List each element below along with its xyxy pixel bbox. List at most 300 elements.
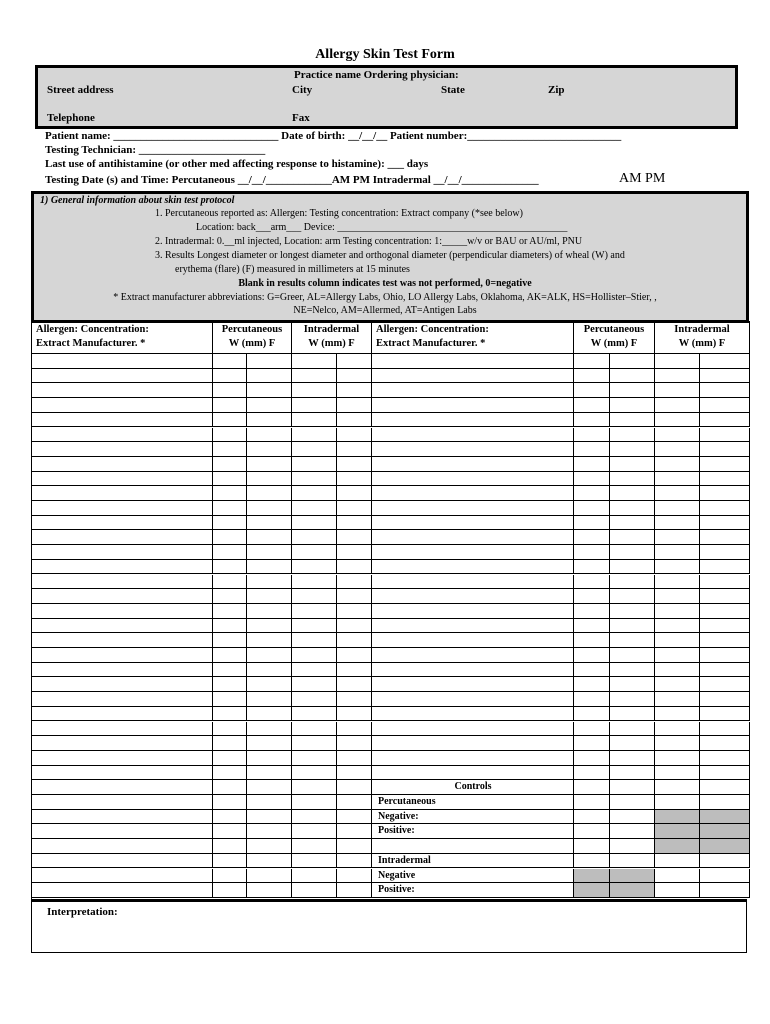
table-cell[interactable] [574, 722, 610, 737]
table-cell[interactable] [337, 413, 372, 428]
table-cell[interactable] [574, 398, 610, 413]
table-cell[interactable] [372, 457, 574, 472]
table-cell[interactable] [700, 839, 750, 854]
table-cell[interactable] [32, 751, 213, 766]
table-cell[interactable] [337, 722, 372, 737]
table-cell[interactable] [32, 854, 213, 869]
table-cell[interactable] [292, 589, 337, 604]
table-cell[interactable] [292, 854, 337, 869]
table-cell[interactable] [337, 736, 372, 751]
table-cell[interactable] [655, 663, 700, 678]
table-cell[interactable] [337, 442, 372, 457]
table-cell[interactable] [610, 795, 655, 810]
table-cell[interactable] [32, 677, 213, 692]
table-cell[interactable] [292, 383, 337, 398]
table-cell[interactable] [32, 486, 213, 501]
table-cell[interactable] [337, 530, 372, 545]
table-cell[interactable] [337, 472, 372, 487]
table-cell[interactable] [372, 472, 574, 487]
table-cell[interactable] [213, 839, 247, 854]
table-cell[interactable] [337, 751, 372, 766]
table-cell[interactable] [655, 457, 700, 472]
table-cell[interactable] [610, 442, 655, 457]
table-cell[interactable] [610, 486, 655, 501]
table-cell[interactable] [292, 839, 337, 854]
table-cell[interactable] [32, 663, 213, 678]
table-cell[interactable] [610, 369, 655, 384]
table-cell[interactable] [574, 663, 610, 678]
table-cell[interactable] [610, 619, 655, 634]
table-cell[interactable] [655, 530, 700, 545]
table-cell[interactable] [213, 413, 247, 428]
table-cell[interactable] [32, 633, 213, 648]
table-cell[interactable] [292, 663, 337, 678]
table-cell[interactable] [574, 780, 610, 795]
table-cell[interactable] [574, 560, 610, 575]
table-cell[interactable] [610, 516, 655, 531]
table-cell[interactable] [213, 677, 247, 692]
table-cell[interactable] [247, 486, 292, 501]
table-cell[interactable] [213, 442, 247, 457]
table-cell[interactable] [213, 854, 247, 869]
table-cell[interactable] [32, 692, 213, 707]
table-cell[interactable] [213, 589, 247, 604]
table-cell[interactable] [247, 824, 292, 839]
table-cell[interactable] [372, 604, 574, 619]
table-cell[interactable] [655, 619, 700, 634]
table-cell[interactable] [32, 472, 213, 487]
table-cell[interactable] [700, 677, 750, 692]
table-cell[interactable] [247, 854, 292, 869]
table-cell[interactable] [610, 383, 655, 398]
table-cell[interactable] [337, 663, 372, 678]
table-cell[interactable] [337, 486, 372, 501]
table-cell[interactable] [337, 398, 372, 413]
table-cell[interactable] [32, 501, 213, 516]
table-cell[interactable] [372, 530, 574, 545]
table-cell[interactable] [247, 589, 292, 604]
table-cell[interactable] [372, 354, 574, 369]
table-cell[interactable] [213, 428, 247, 443]
table-cell[interactable] [337, 516, 372, 531]
table-cell[interactable] [247, 795, 292, 810]
table-cell[interactable] [247, 839, 292, 854]
table-cell[interactable] [700, 648, 750, 663]
table-cell[interactable] [213, 648, 247, 663]
table-cell[interactable] [292, 883, 337, 898]
table-cell[interactable] [610, 648, 655, 663]
table-cell[interactable] [700, 795, 750, 810]
table-cell[interactable] [574, 383, 610, 398]
table-cell[interactable] [337, 619, 372, 634]
table-cell[interactable] [337, 795, 372, 810]
table-cell[interactable] [337, 839, 372, 854]
table-cell[interactable] [610, 824, 655, 839]
table-cell[interactable] [337, 854, 372, 869]
table-cell[interactable] [247, 677, 292, 692]
table-cell[interactable] [655, 545, 700, 560]
table-cell[interactable] [213, 486, 247, 501]
table-cell[interactable] [247, 428, 292, 443]
table-cell[interactable] [292, 398, 337, 413]
table-cell[interactable] [292, 648, 337, 663]
table-cell[interactable] [337, 677, 372, 692]
table-cell[interactable] [292, 501, 337, 516]
table-cell[interactable] [700, 516, 750, 531]
table-cell[interactable] [610, 839, 655, 854]
table-cell[interactable] [700, 869, 750, 884]
table-cell[interactable] [574, 442, 610, 457]
table-cell[interactable] [32, 780, 213, 795]
table-cell[interactable] [247, 501, 292, 516]
table-cell[interactable] [372, 648, 574, 663]
table-cell[interactable] [32, 442, 213, 457]
table-cell[interactable] [337, 633, 372, 648]
table-cell[interactable] [574, 824, 610, 839]
table-cell[interactable] [610, 428, 655, 443]
table-cell[interactable] [610, 663, 655, 678]
table-cell[interactable] [655, 354, 700, 369]
table-cell[interactable] [247, 751, 292, 766]
table-cell[interactable] [372, 486, 574, 501]
table-cell[interactable] [655, 722, 700, 737]
table-cell[interactable] [247, 560, 292, 575]
table-cell[interactable] [700, 486, 750, 501]
table-cell[interactable] [700, 633, 750, 648]
table-cell[interactable] [292, 766, 337, 781]
table-cell[interactable] [247, 604, 292, 619]
table-cell[interactable] [247, 766, 292, 781]
table-cell[interactable] [372, 751, 574, 766]
table-cell[interactable] [574, 604, 610, 619]
table-cell[interactable] [655, 383, 700, 398]
table-cell[interactable] [372, 619, 574, 634]
table-cell[interactable] [292, 795, 337, 810]
table-cell[interactable] [610, 736, 655, 751]
table-cell[interactable] [655, 707, 700, 722]
table-cell[interactable] [610, 501, 655, 516]
table-cell[interactable] [247, 736, 292, 751]
table-cell[interactable] [213, 766, 247, 781]
table-cell[interactable] [292, 516, 337, 531]
table-cell[interactable] [700, 722, 750, 737]
table-cell[interactable] [655, 428, 700, 443]
table-cell[interactable] [700, 398, 750, 413]
table-cell[interactable] [292, 824, 337, 839]
table-cell[interactable] [337, 824, 372, 839]
table-cell[interactable] [32, 722, 213, 737]
table-cell[interactable] [700, 692, 750, 707]
table-cell[interactable] [337, 648, 372, 663]
table-cell[interactable] [292, 604, 337, 619]
table-cell[interactable] [213, 810, 247, 825]
table-cell[interactable] [700, 883, 750, 898]
table-cell[interactable] [372, 839, 574, 854]
table-cell[interactable] [372, 442, 574, 457]
table-cell[interactable] [213, 457, 247, 472]
table-cell[interactable] [700, 810, 750, 825]
table-cell[interactable] [372, 663, 574, 678]
table-cell[interactable] [655, 633, 700, 648]
table-cell[interactable] [213, 707, 247, 722]
table-cell[interactable] [213, 722, 247, 737]
table-cell[interactable] [655, 516, 700, 531]
table-cell[interactable] [610, 633, 655, 648]
table-cell[interactable] [700, 472, 750, 487]
interpretation-box[interactable] [31, 899, 747, 953]
table-cell[interactable] [213, 560, 247, 575]
table-cell[interactable] [655, 560, 700, 575]
table-cell[interactable] [337, 560, 372, 575]
table-cell[interactable] [213, 383, 247, 398]
table-cell[interactable] [32, 457, 213, 472]
table-cell[interactable] [247, 545, 292, 560]
table-cell[interactable] [700, 545, 750, 560]
table-cell[interactable] [610, 604, 655, 619]
table-cell[interactable] [610, 766, 655, 781]
table-cell[interactable] [372, 677, 574, 692]
table-cell[interactable] [32, 766, 213, 781]
table-cell[interactable] [32, 369, 213, 384]
table-cell[interactable] [32, 824, 213, 839]
table-cell[interactable] [32, 869, 213, 884]
table-cell[interactable] [292, 413, 337, 428]
table-cell[interactable] [32, 795, 213, 810]
table-cell[interactable] [32, 604, 213, 619]
table-cell[interactable] [292, 869, 337, 884]
table-cell[interactable] [574, 810, 610, 825]
table-cell[interactable] [337, 810, 372, 825]
table-cell[interactable] [213, 501, 247, 516]
table-cell[interactable] [292, 677, 337, 692]
table-cell[interactable] [247, 413, 292, 428]
table-cell[interactable] [213, 354, 247, 369]
table-cell[interactable] [700, 707, 750, 722]
table-cell[interactable] [700, 354, 750, 369]
table-cell[interactable] [655, 486, 700, 501]
table-cell[interactable] [292, 633, 337, 648]
table-cell[interactable] [337, 604, 372, 619]
table-cell[interactable] [213, 883, 247, 898]
table-cell[interactable] [700, 428, 750, 443]
table-cell[interactable] [372, 560, 574, 575]
table-cell[interactable] [574, 457, 610, 472]
table-cell[interactable] [337, 766, 372, 781]
table-cell[interactable] [574, 428, 610, 443]
table-cell[interactable] [372, 428, 574, 443]
table-cell[interactable] [32, 354, 213, 369]
table-cell[interactable] [247, 619, 292, 634]
table-cell[interactable] [574, 486, 610, 501]
table-cell[interactable] [655, 442, 700, 457]
table-cell[interactable] [655, 472, 700, 487]
table-cell[interactable] [292, 810, 337, 825]
table-cell[interactable] [32, 428, 213, 443]
table-cell[interactable] [655, 589, 700, 604]
table-cell[interactable] [292, 428, 337, 443]
table-cell[interactable] [574, 692, 610, 707]
table-cell[interactable] [610, 810, 655, 825]
table-cell[interactable] [574, 516, 610, 531]
table-cell[interactable] [610, 722, 655, 737]
table-cell[interactable] [247, 575, 292, 590]
table-cell[interactable] [610, 780, 655, 795]
table-cell[interactable] [32, 413, 213, 428]
table-cell[interactable] [213, 530, 247, 545]
table-cell[interactable] [700, 736, 750, 751]
table-cell[interactable] [32, 839, 213, 854]
table-cell[interactable] [247, 369, 292, 384]
table-cell[interactable] [574, 751, 610, 766]
table-cell[interactable] [213, 795, 247, 810]
table-cell[interactable] [610, 751, 655, 766]
table-cell[interactable] [292, 722, 337, 737]
table-cell[interactable] [655, 869, 700, 884]
table-cell[interactable] [32, 575, 213, 590]
table-cell[interactable] [292, 369, 337, 384]
table-cell[interactable] [32, 810, 213, 825]
table-cell[interactable] [292, 619, 337, 634]
table-cell[interactable] [700, 383, 750, 398]
table-cell[interactable] [610, 457, 655, 472]
table-cell[interactable] [247, 883, 292, 898]
table-cell[interactable] [32, 883, 213, 898]
table-cell[interactable] [655, 751, 700, 766]
table-cell[interactable] [655, 883, 700, 898]
table-cell[interactable] [292, 692, 337, 707]
table-cell[interactable] [655, 648, 700, 663]
table-cell[interactable] [655, 854, 700, 869]
table-cell[interactable] [610, 869, 655, 884]
table-cell[interactable] [610, 575, 655, 590]
table-cell[interactable] [700, 663, 750, 678]
table-cell[interactable] [292, 751, 337, 766]
table-cell[interactable] [372, 766, 574, 781]
table-cell[interactable] [213, 619, 247, 634]
table-cell[interactable] [655, 736, 700, 751]
table-cell[interactable] [574, 869, 610, 884]
table-cell[interactable] [32, 619, 213, 634]
table-cell[interactable] [655, 575, 700, 590]
table-cell[interactable] [337, 589, 372, 604]
table-cell[interactable] [700, 530, 750, 545]
table-cell[interactable] [372, 413, 574, 428]
table-cell[interactable] [32, 545, 213, 560]
table-cell[interactable] [372, 545, 574, 560]
table-cell[interactable] [574, 883, 610, 898]
table-cell[interactable] [610, 692, 655, 707]
table-cell[interactable] [610, 354, 655, 369]
table-cell[interactable] [610, 560, 655, 575]
table-cell[interactable] [213, 692, 247, 707]
table-cell[interactable] [247, 722, 292, 737]
table-cell[interactable] [574, 677, 610, 692]
table-cell[interactable] [337, 457, 372, 472]
table-cell[interactable] [32, 560, 213, 575]
table-cell[interactable] [337, 692, 372, 707]
table-cell[interactable] [337, 428, 372, 443]
table-cell[interactable] [247, 648, 292, 663]
table-cell[interactable] [372, 707, 574, 722]
table-cell[interactable] [292, 545, 337, 560]
table-cell[interactable] [372, 633, 574, 648]
table-cell[interactable] [372, 383, 574, 398]
table-cell[interactable] [700, 604, 750, 619]
table-cell[interactable] [700, 413, 750, 428]
table-cell[interactable] [372, 516, 574, 531]
table-cell[interactable] [372, 692, 574, 707]
table-cell[interactable] [610, 589, 655, 604]
table-cell[interactable] [610, 545, 655, 560]
table-cell[interactable] [292, 780, 337, 795]
table-cell[interactable] [213, 604, 247, 619]
table-cell[interactable] [372, 501, 574, 516]
table-cell[interactable] [213, 545, 247, 560]
table-cell[interactable] [574, 707, 610, 722]
table-cell[interactable] [700, 442, 750, 457]
table-cell[interactable] [610, 472, 655, 487]
table-cell[interactable] [574, 589, 610, 604]
table-cell[interactable] [655, 604, 700, 619]
table-cell[interactable] [655, 810, 700, 825]
table-cell[interactable] [32, 736, 213, 751]
table-cell[interactable] [337, 883, 372, 898]
table-cell[interactable] [610, 677, 655, 692]
table-cell[interactable] [247, 398, 292, 413]
table-cell[interactable] [610, 398, 655, 413]
table-cell[interactable] [372, 589, 574, 604]
table-cell[interactable] [213, 369, 247, 384]
table-cell[interactable] [574, 575, 610, 590]
table-cell[interactable] [247, 810, 292, 825]
table-cell[interactable] [213, 633, 247, 648]
table-cell[interactable] [247, 442, 292, 457]
table-cell[interactable] [337, 869, 372, 884]
table-cell[interactable] [337, 354, 372, 369]
table-cell[interactable] [213, 780, 247, 795]
table-cell[interactable] [32, 383, 213, 398]
table-cell[interactable] [213, 869, 247, 884]
table-cell[interactable] [574, 633, 610, 648]
table-cell[interactable] [610, 883, 655, 898]
table-cell[interactable] [213, 575, 247, 590]
table-cell[interactable] [213, 516, 247, 531]
table-cell[interactable] [337, 369, 372, 384]
table-cell[interactable] [700, 780, 750, 795]
table-cell[interactable] [247, 354, 292, 369]
table-cell[interactable] [213, 736, 247, 751]
table-cell[interactable] [213, 663, 247, 678]
table-cell[interactable] [292, 442, 337, 457]
table-cell[interactable] [292, 736, 337, 751]
table-cell[interactable] [610, 530, 655, 545]
table-cell[interactable] [337, 501, 372, 516]
table-cell[interactable] [610, 413, 655, 428]
table-cell[interactable] [610, 707, 655, 722]
table-cell[interactable] [213, 472, 247, 487]
table-cell[interactable] [292, 457, 337, 472]
table-cell[interactable] [32, 707, 213, 722]
table-cell[interactable] [247, 472, 292, 487]
table-cell[interactable] [655, 692, 700, 707]
table-cell[interactable] [32, 589, 213, 604]
table-cell[interactable] [574, 736, 610, 751]
table-cell[interactable] [337, 575, 372, 590]
table-cell[interactable] [574, 619, 610, 634]
table-cell[interactable] [655, 766, 700, 781]
table-cell[interactable] [32, 398, 213, 413]
table-cell[interactable] [574, 795, 610, 810]
